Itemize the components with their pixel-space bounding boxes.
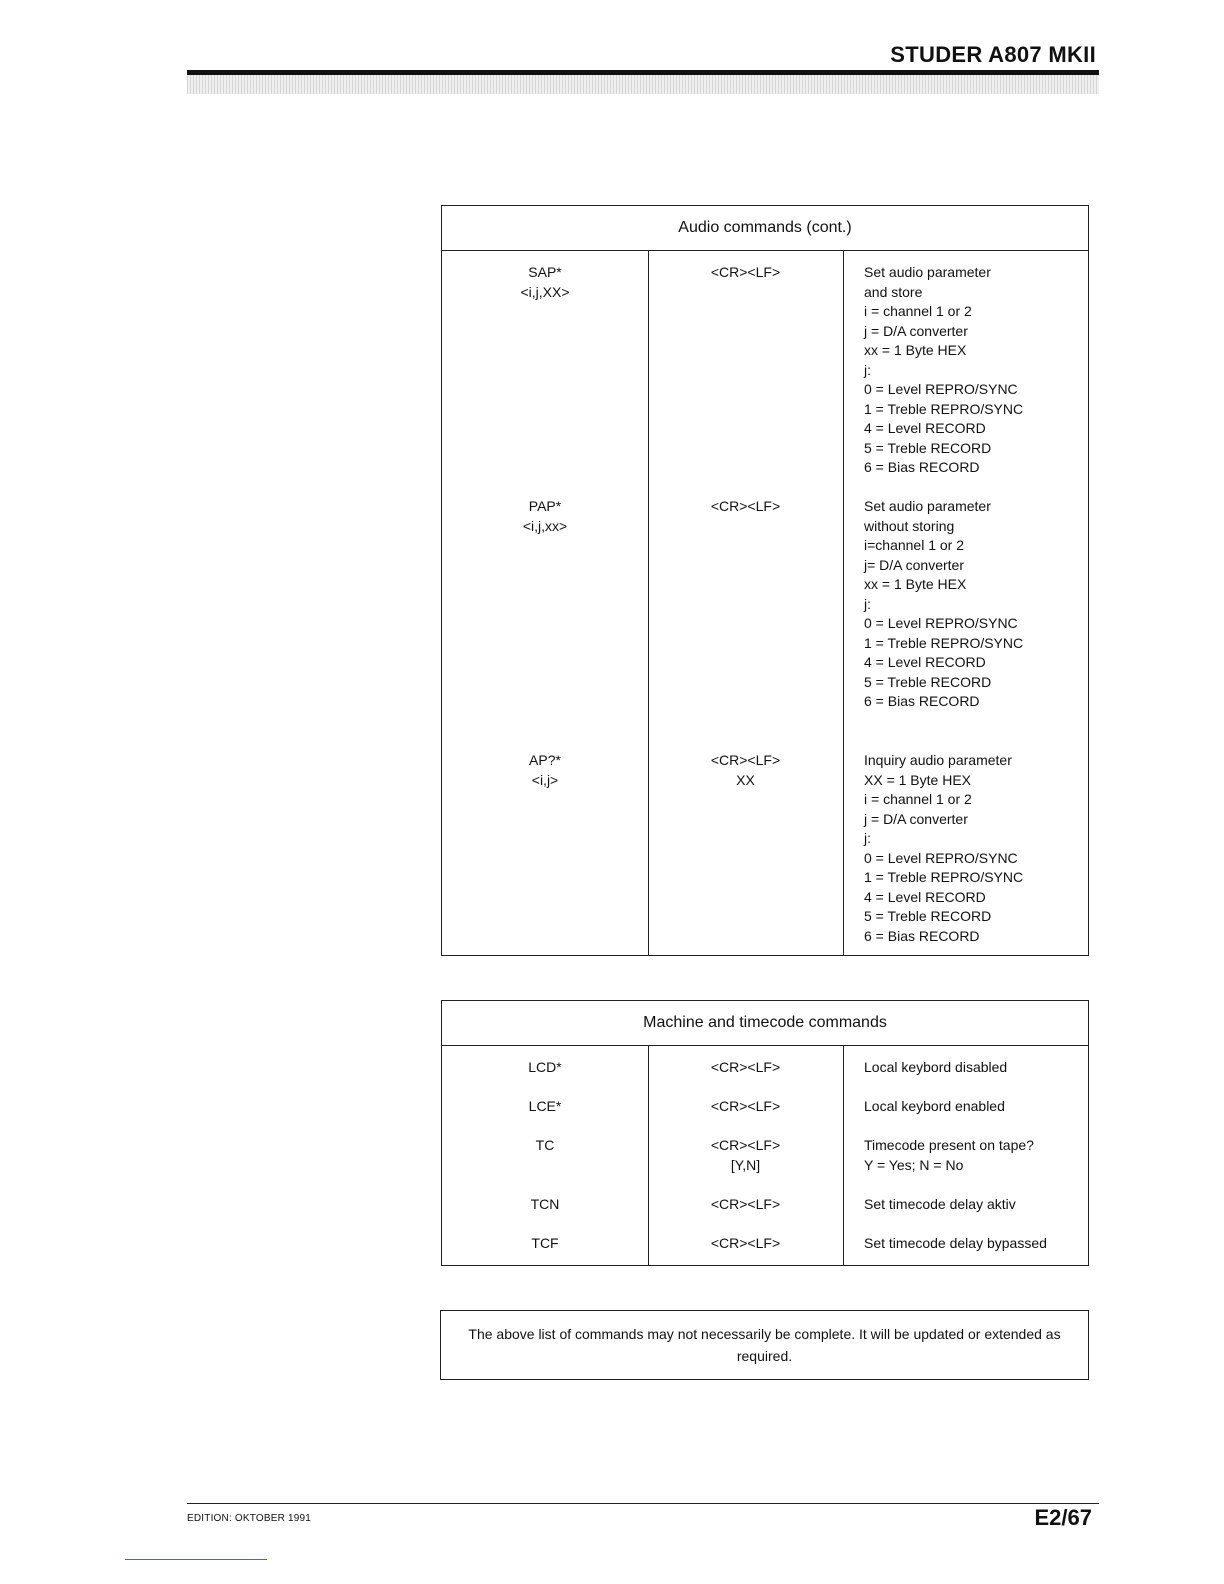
cell-command [442,1234,648,1254]
column-divider [648,251,649,956]
audio-commands-table [441,205,1089,956]
cell-description [864,1234,1047,1254]
cell-description [864,1195,1016,1215]
cell-line: without storing [864,517,955,534]
page-number: E2/67 [1034,1505,1092,1530]
cell-line: <i,j> [531,771,559,788]
cell-line: xx = 1 Byte HEX [864,342,967,358]
cell-response [648,1136,843,1175]
cell-line: 5 = Treble RECORD [864,439,992,456]
cell-line: 6 = Bias RECORD [864,693,980,709]
cell-description [864,263,1023,478]
table-body [442,1046,1088,1266]
cell-line: <CR><LF> [710,1059,781,1075]
cell-command [442,497,648,536]
cell-line: j: [864,830,871,846]
cell-line: LCD* [528,1059,562,1075]
cell-line: Set audio parameter [864,264,991,280]
cell-line: 5 = Treble RECORD [864,908,992,924]
column-divider [843,1046,844,1266]
cell-line: <i,j,xx> [522,517,568,534]
cell-line: <i,j,XX> [520,283,570,300]
cell-line: 0 = Level REPRO/SYNC [864,381,1018,397]
cell-command [442,1136,648,1156]
cell-command [442,751,648,790]
cell-description [864,497,1023,712]
cell-line: Y = Yes; N = No [864,1156,964,1173]
cell-line: XX [736,771,755,788]
cell-command [442,1058,648,1078]
cell-line: 0 = Level REPRO/SYNC [864,615,1018,631]
cell-response [648,497,843,517]
cell-line: 6 = Bias RECORD [864,927,980,944]
cell-response [648,751,843,790]
cell-line: Inquiry audio parameter [864,752,1012,768]
cell-line: TCN [530,1196,560,1212]
edition-label: EDITION: OKTOBER 1991 [187,1513,312,1524]
cell-response [648,263,843,283]
machine-timecode-table [441,1000,1089,1266]
cell-line: <CR><LF> [710,1235,781,1251]
brand-title: STUDER A807 MKII [890,42,1096,67]
cell-line: Set timecode delay aktiv [864,1196,1016,1212]
cell-line: 1 = Treble REPRO/SYNC [864,869,1024,885]
cell-line: <CR><LF> [710,1196,781,1212]
header-band [187,75,1099,94]
cell-line: [Y,N] [730,1156,761,1173]
cell-command [442,1097,648,1117]
completeness-note: The above list of commands may not necessarily be complete. It will be updated or extended as required. [440,1310,1089,1380]
cell-line: j = D/A converter [864,322,968,339]
cell-line: TCF [531,1235,559,1251]
cell-response [648,1195,843,1215]
cell-response [648,1058,843,1078]
cell-line: 5 = Treble RECORD [864,673,992,690]
cell-description [864,1058,1007,1078]
table-body [442,251,1088,956]
cell-line: 4 = Level RECORD [864,654,986,670]
cell-line: AP?* [529,752,561,768]
cell-response [648,1234,843,1254]
margin-line [125,1559,267,1560]
cell-command [442,1195,648,1215]
footer-rule [187,1503,1099,1504]
cell-line: Set audio parameter [864,498,991,514]
cell-line: i=channel 1 or 2 [864,537,965,553]
cell-command [442,263,648,302]
cell-line: j: [864,595,871,612]
cell-line: i = channel 1 or 2 [864,303,972,319]
cell-line: i = channel 1 or 2 [864,791,972,807]
cell-line: 1 = Treble REPRO/SYNC [864,634,1024,651]
cell-line: xx = 1 Byte HEX [864,576,967,592]
cell-line: XX = 1 Byte HEX [864,771,971,788]
cell-line: 4 = Level RECORD [864,420,986,436]
cell-line: j: [864,361,871,378]
cell-line: TC [535,1137,555,1153]
cell-line: Local keybord disabled [864,1059,1008,1075]
cell-line: Local keybord enabled [864,1098,1005,1114]
cell-line: 6 = Bias RECORD [864,459,980,475]
cell-description [864,1136,1034,1175]
cell-line: Set timecode delay bypassed [864,1235,1047,1251]
table-title: Audio commands (cont.) [442,206,1088,251]
cell-line: and store [864,283,923,300]
cell-description [864,751,1023,946]
cell-line: PAP* [528,498,562,514]
cell-response [648,1097,843,1117]
cell-line: <CR><LF> [710,498,781,514]
cell-line: <CR><LF> [710,264,781,280]
cell-line: LCE* [528,1098,562,1114]
cell-line: j = D/A converter [864,810,968,827]
cell-description [864,1097,1005,1117]
cell-line: 1 = Treble REPRO/SYNC [864,400,1024,417]
table-title: Machine and timecode commands [442,1001,1088,1046]
cell-line: 4 = Level RECORD [864,888,986,905]
column-divider [843,251,844,956]
cell-line: SAP* [528,264,562,280]
cell-line: j= D/A converter [864,556,964,573]
cell-line: <CR><LF> [710,1098,781,1114]
cell-line: <CR><LF> [710,1137,781,1153]
cell-line: Timecode present on tape? [864,1137,1034,1153]
cell-line: <CR><LF> [710,752,781,768]
cell-line: 0 = Level REPRO/SYNC [864,849,1018,866]
